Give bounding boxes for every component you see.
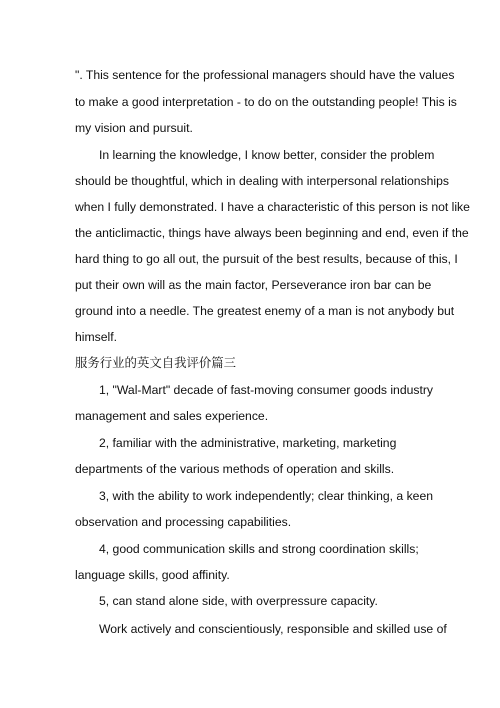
paragraph-line: my vision and pursuit. (75, 121, 193, 135)
list-item-line: 5, can stand alone side, with overpressure capacity. (99, 594, 378, 608)
section-heading: 服务行业的英文自我评价篇三 (75, 355, 237, 370)
paragraph-line: hard thing to go all out, the pursuit of the best results, because of this, I (75, 252, 458, 266)
paragraph-line: Work actively and conscientiously, responsible and skilled use of (99, 622, 447, 636)
paragraph-line: to make a good interpretation - to do on the outstanding people! This is (75, 95, 457, 109)
list-item-line: observation and processing capabilities. (75, 515, 292, 529)
paragraph-line: ground into a needle. The greatest enemy of a man is not anybody but (75, 304, 455, 318)
paragraph-line: In learning the knowledge, I know better, consider the problem (99, 148, 435, 162)
paragraph-line: ". This sentence for the professional managers should have the values (75, 68, 455, 82)
paragraph-line: when I fully demonstrated. I have a characteristic of this person is not like (75, 200, 470, 214)
list-item-line: departments of the various methods of operation and skills. (75, 462, 395, 476)
list-item-line: language skills, good affinity. (75, 568, 230, 582)
paragraph-line: the anticlimactic, things have always been beginning and end, even if the (75, 226, 469, 240)
list-item-line: 4, good communication skills and strong coordination skills; (99, 542, 419, 556)
list-item-line: 1, "Wal-Mart" decade of fast-moving consumer goods industry (99, 383, 434, 397)
paragraph-line: put their own will as the main factor, Perseverance iron bar can be (75, 278, 432, 292)
list-item-line: management and sales experience. (75, 409, 269, 423)
paragraph-line: himself. (75, 330, 117, 344)
paragraph-line: should be thoughtful, which in dealing with interpersonal relationships (75, 174, 449, 188)
list-item-line: 2, familiar with the administrative, marketing, marketing (99, 436, 397, 450)
list-item-line: 3, with the ability to work independently; clear thinking, a keen (99, 489, 433, 503)
